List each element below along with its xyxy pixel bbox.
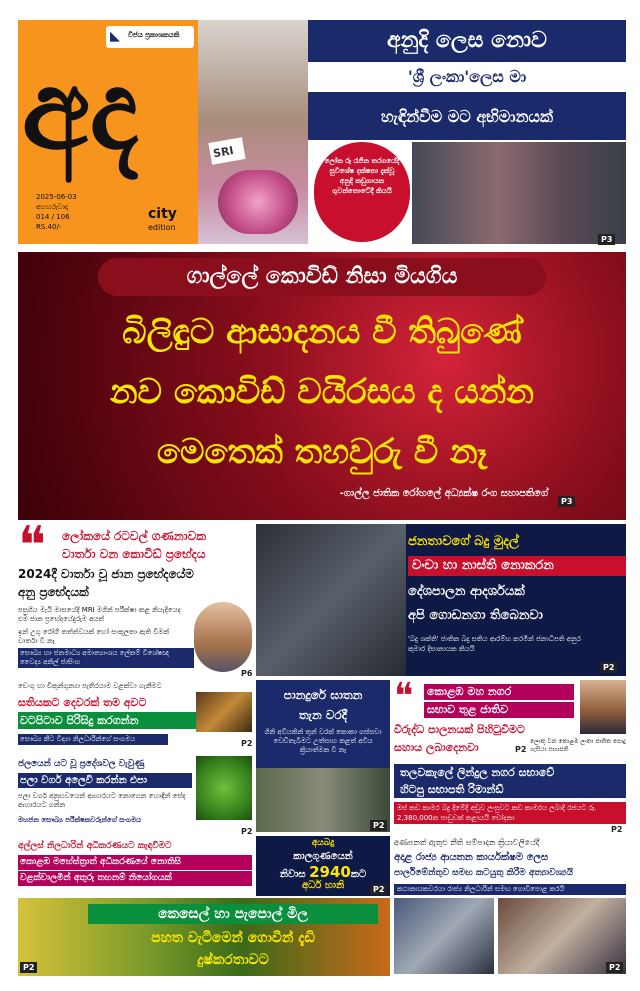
colombo-headline-4: සහාය ලබාදෙනවා [394,741,479,754]
talawakele-sub: මස් කඩ කාමර බදු දීමේදී අඩුව ලංසුවට කඩ කාමරය ලබාදී රජයට රු. 2,380,000ක පාඩුවක් කළායයි චෝදනා [394,802,626,824]
parliament-page-ref: P2 [606,962,623,973]
colombo-headline-3: විරුද්ධ පාලනයක් පිහිටුවීමට [394,723,525,736]
tax-headline-4: අපි ගොඩනගා තිබෙනවා [408,608,543,623]
lead-story [18,252,626,520]
story-left [18,516,253,678]
excise-headline-2b: කට [350,869,367,880]
masthead [0,0,640,248]
tax-headline-3: දේශපාලන ආදර්ශයක් [408,584,525,599]
top-headline-1: අනුදි ලෙස නොව [387,28,547,53]
story-banana [18,898,390,976]
excise-headline-1: කාලගුණයෙන් [293,851,353,862]
panadura-headline-2: තැන වරදී [298,708,348,722]
left-bullet-2: ඉන් උගු රෝගී තත්ත්වයක් හෝ සංකූලතා ඇති වීමක් වාර්තා වී නෑ [18,628,170,645]
top-story-page-ref: P3 [598,234,615,245]
lead-page-ref: P3 [558,496,575,507]
left-headline-3: 2024දී වාර්තා වූ ජාන ප්‍රභේදයේම [18,567,194,581]
excise-headline-3: අර්ධ හානි [301,880,345,891]
dengue-headline-2: වටපිටාව පිරිසිදු කරගන්න [18,712,218,729]
excise-page-ref: P2 [370,884,387,895]
lead-headline-2: නව කොවිඩ් වයිරසය ද යන්න [109,372,535,412]
issue-number: 014 / 106 [36,213,70,221]
colombo-quote-icon: ❝ [394,676,414,717]
issue-date: 2025-06-03 [36,193,77,201]
colombo-page-ref: P2 [515,745,527,754]
issue-day: අඟහරුවාදා [36,203,69,211]
dengue-headline-1: සතියකට දෙවරක් තම අවට [18,696,147,709]
logo-block [18,20,198,244]
panadura-page-ref: P2 [370,820,387,831]
sash [208,137,245,165]
parliament-kicker: අණපනත් ඇතුළු නීති සම්පාදන ක්‍රියාවලියේදී [394,838,540,847]
edition-sub: edition [148,223,176,232]
lead-attribution: -ගාල්ල ජාතික රෝහලේ අධ්‍යක්ෂ රංග සහාපතිගේ [339,488,548,499]
top-story-caption: ලෝක රූ රැජින තරගයේදී සුවිශේෂ දක්ෂතා දැක්වූ අනුදි කඩුගායක ගුවන්තොටේදී කියයි [324,157,400,195]
left-bullet-1: පසුගිය මැයි මාසයේදී MRI මගින් පරීක්ෂා කළ නියැදියෙද එම ජාන ප්‍රභේදයේදුරුම අයත් [18,606,181,623]
top-story-caption-bubble [314,142,410,242]
colombo-portrait [580,680,626,734]
logo-text: අද [22,46,139,174]
talawakele-headline-1: තලවකැලේ ලින්දුල නගර සභාවේ [394,764,626,781]
bird-icon: ◣ [110,29,120,44]
left-portrait [194,602,252,672]
story-dengue [18,680,252,752]
top-headline-3: හැඳින්වීම මට අභිමානයක් [380,107,554,126]
left-headline-2: වාර්තා වන කොවිඩ් ප්‍රභේදය [62,547,206,561]
colombo-caption: ලොකු වන කොළඹ ලංකා ජාතික පොදු ගැසියා සභාපති [530,738,626,753]
story-veg [18,756,252,838]
publisher-text: විජය ප්‍රකාශකයකි [128,31,180,39]
story-parliament [394,836,626,976]
banana-headline-2: පහත වැටීමෙන් ගොවීන් දැඩි [151,930,315,946]
veg-headline: පලා වර්ග අලෙවි කරන්න එපා [18,773,192,788]
court-kicker: අල්ලස් නිලධාරින් අධිකරණයට කැඳවීමට [18,841,172,851]
banana-page-ref: P2 [20,962,37,973]
tax-caption: 'බදු ශක්ති' ජාතික බදු සතිය ආරම්භ කරමින් ජනාධිපති අනුර කුමාර දිසානායක කියයි [408,635,581,653]
tax-headline-1: ජනතාවගේ බදු මුදල් [408,534,519,549]
story-right-top [256,524,626,676]
mosquito-image [196,692,252,732]
court-headline-2: වළක්වාලමින් අතුරු තහනම් නියෝගයක් [18,871,252,886]
excise-kicker: අයබදු [311,838,335,848]
story-court [18,840,252,894]
dengue-page-ref: P2 [241,739,253,748]
parliament-headline-2: පාර්ලිමේන්තුව සමඟ කටයුතු කිරීම අත්‍යාවශ්‍යයි [394,868,573,878]
quote-mark-icon: ❝ [18,516,46,576]
left-bullet-3: සෞඛ්‍ය හා ජනමාධ්‍ය අමාත්‍යාංශය ලේකම් විශේෂඥ වෛද්‍ය අනිල් ජාසිංහ [18,648,194,668]
lead-headline-3: මෙතෙක් තහවුරු වී නෑ [156,432,488,472]
excise-headline-2a: නිවාස [279,869,310,880]
bouquet [218,170,298,234]
top-headline-2: 'ශ්‍රී ලංකා'ලෙස මා [308,62,626,92]
court-headline-1: කොළඹ මහේස්ත්‍රාත් අධිකරණයේ නොතිසි [18,855,252,870]
veg-page-ref: P2 [241,827,253,836]
talawakele-page-ref: P2 [611,825,623,834]
parliament-photo-1 [394,898,494,974]
talawakele-headline-2: හිටපු සභාපති රිමාන්ඩ් [394,781,626,798]
date-block [36,192,77,232]
lead-kicker: ගාල්ලේ කොවිඩ් නිසා මියගිය [98,258,546,296]
dengue-kicker: ඩෙංගු හා චිකුන්ගුන්‍යා පැතිරයාම වළක්වා ගැනීමට [18,682,162,690]
edition-word: city [148,206,177,222]
left-headline-1: ලෝකයේ රටවල් ගණනාවක [62,529,206,543]
left-page-ref: P6 [241,669,253,678]
dengue-credit: සෞඛ්‍ය කීට විද්‍යා නිලධාරින්ගේ සංගමය [18,734,168,745]
story-talawakele [394,764,626,832]
tax-headline-2: වංචා හා නාස්ති නොකරන [408,556,626,576]
tax-page-ref: P2 [600,662,617,673]
president-photo [256,524,406,676]
colombo-headline-2: සභාව තුළ ජාතිව [424,702,574,718]
top-story-photo [198,20,308,244]
veg-sub: පලා වර්ග අනුභවයෙන් ආහාරයට නොගෙන හොඳින් සේද ආහාරයට ගන්න [18,792,186,809]
left-headline-4: අනු ප්‍රභේදයක් [18,585,89,599]
story-colombo [394,676,626,760]
colombo-headline-1: කොළඹ මහ නගර [424,684,574,700]
sash-text: SRI [212,143,235,161]
top-story-event-photo [412,142,626,244]
veg-kicker: ජලයෙන් යට වූ ප්‍රදේශවල වැවුණු [18,759,145,769]
parliament-headline-1: අදාළ රාජ්‍ය ආයතන කාර්යක්ෂම ලෙස [394,852,549,863]
panadura-headline-1: පානදුරේ ඝාතන [283,688,363,702]
greens-image [196,756,252,820]
story-panadura [256,680,390,832]
top-story-headline-panel [308,20,626,140]
veg-credit: මහජන සෞඛ්‍ය පරීක්ෂකවරුන්ගේ සංගමය [18,816,142,824]
banana-headline-1: කෙසෙල් හා පැපොල් මිල [88,904,378,924]
issue-price: RS.40/- [36,223,62,231]
excise-number: 2940 [309,863,351,881]
story-excise [256,836,390,896]
lead-headline-1: බිලිඳුට ආසාදනය වී තිබුණේ [122,312,522,352]
parliament-caption: කථානායකවරයා රාජ්‍ය නිලධාරින් සමඟ ගොවිපොළ කරයි [394,884,626,895]
panadura-sub: ගිනි අවියකින් තුන් වරක් කොකා ගස්සවා වෙඩ්තැබීමට උත්සාහ කළත් අවිය ක්‍රියාත්මක වී නෑ [264,728,382,754]
banana-headline-3: දුෂ්කරතාවට [197,952,269,968]
